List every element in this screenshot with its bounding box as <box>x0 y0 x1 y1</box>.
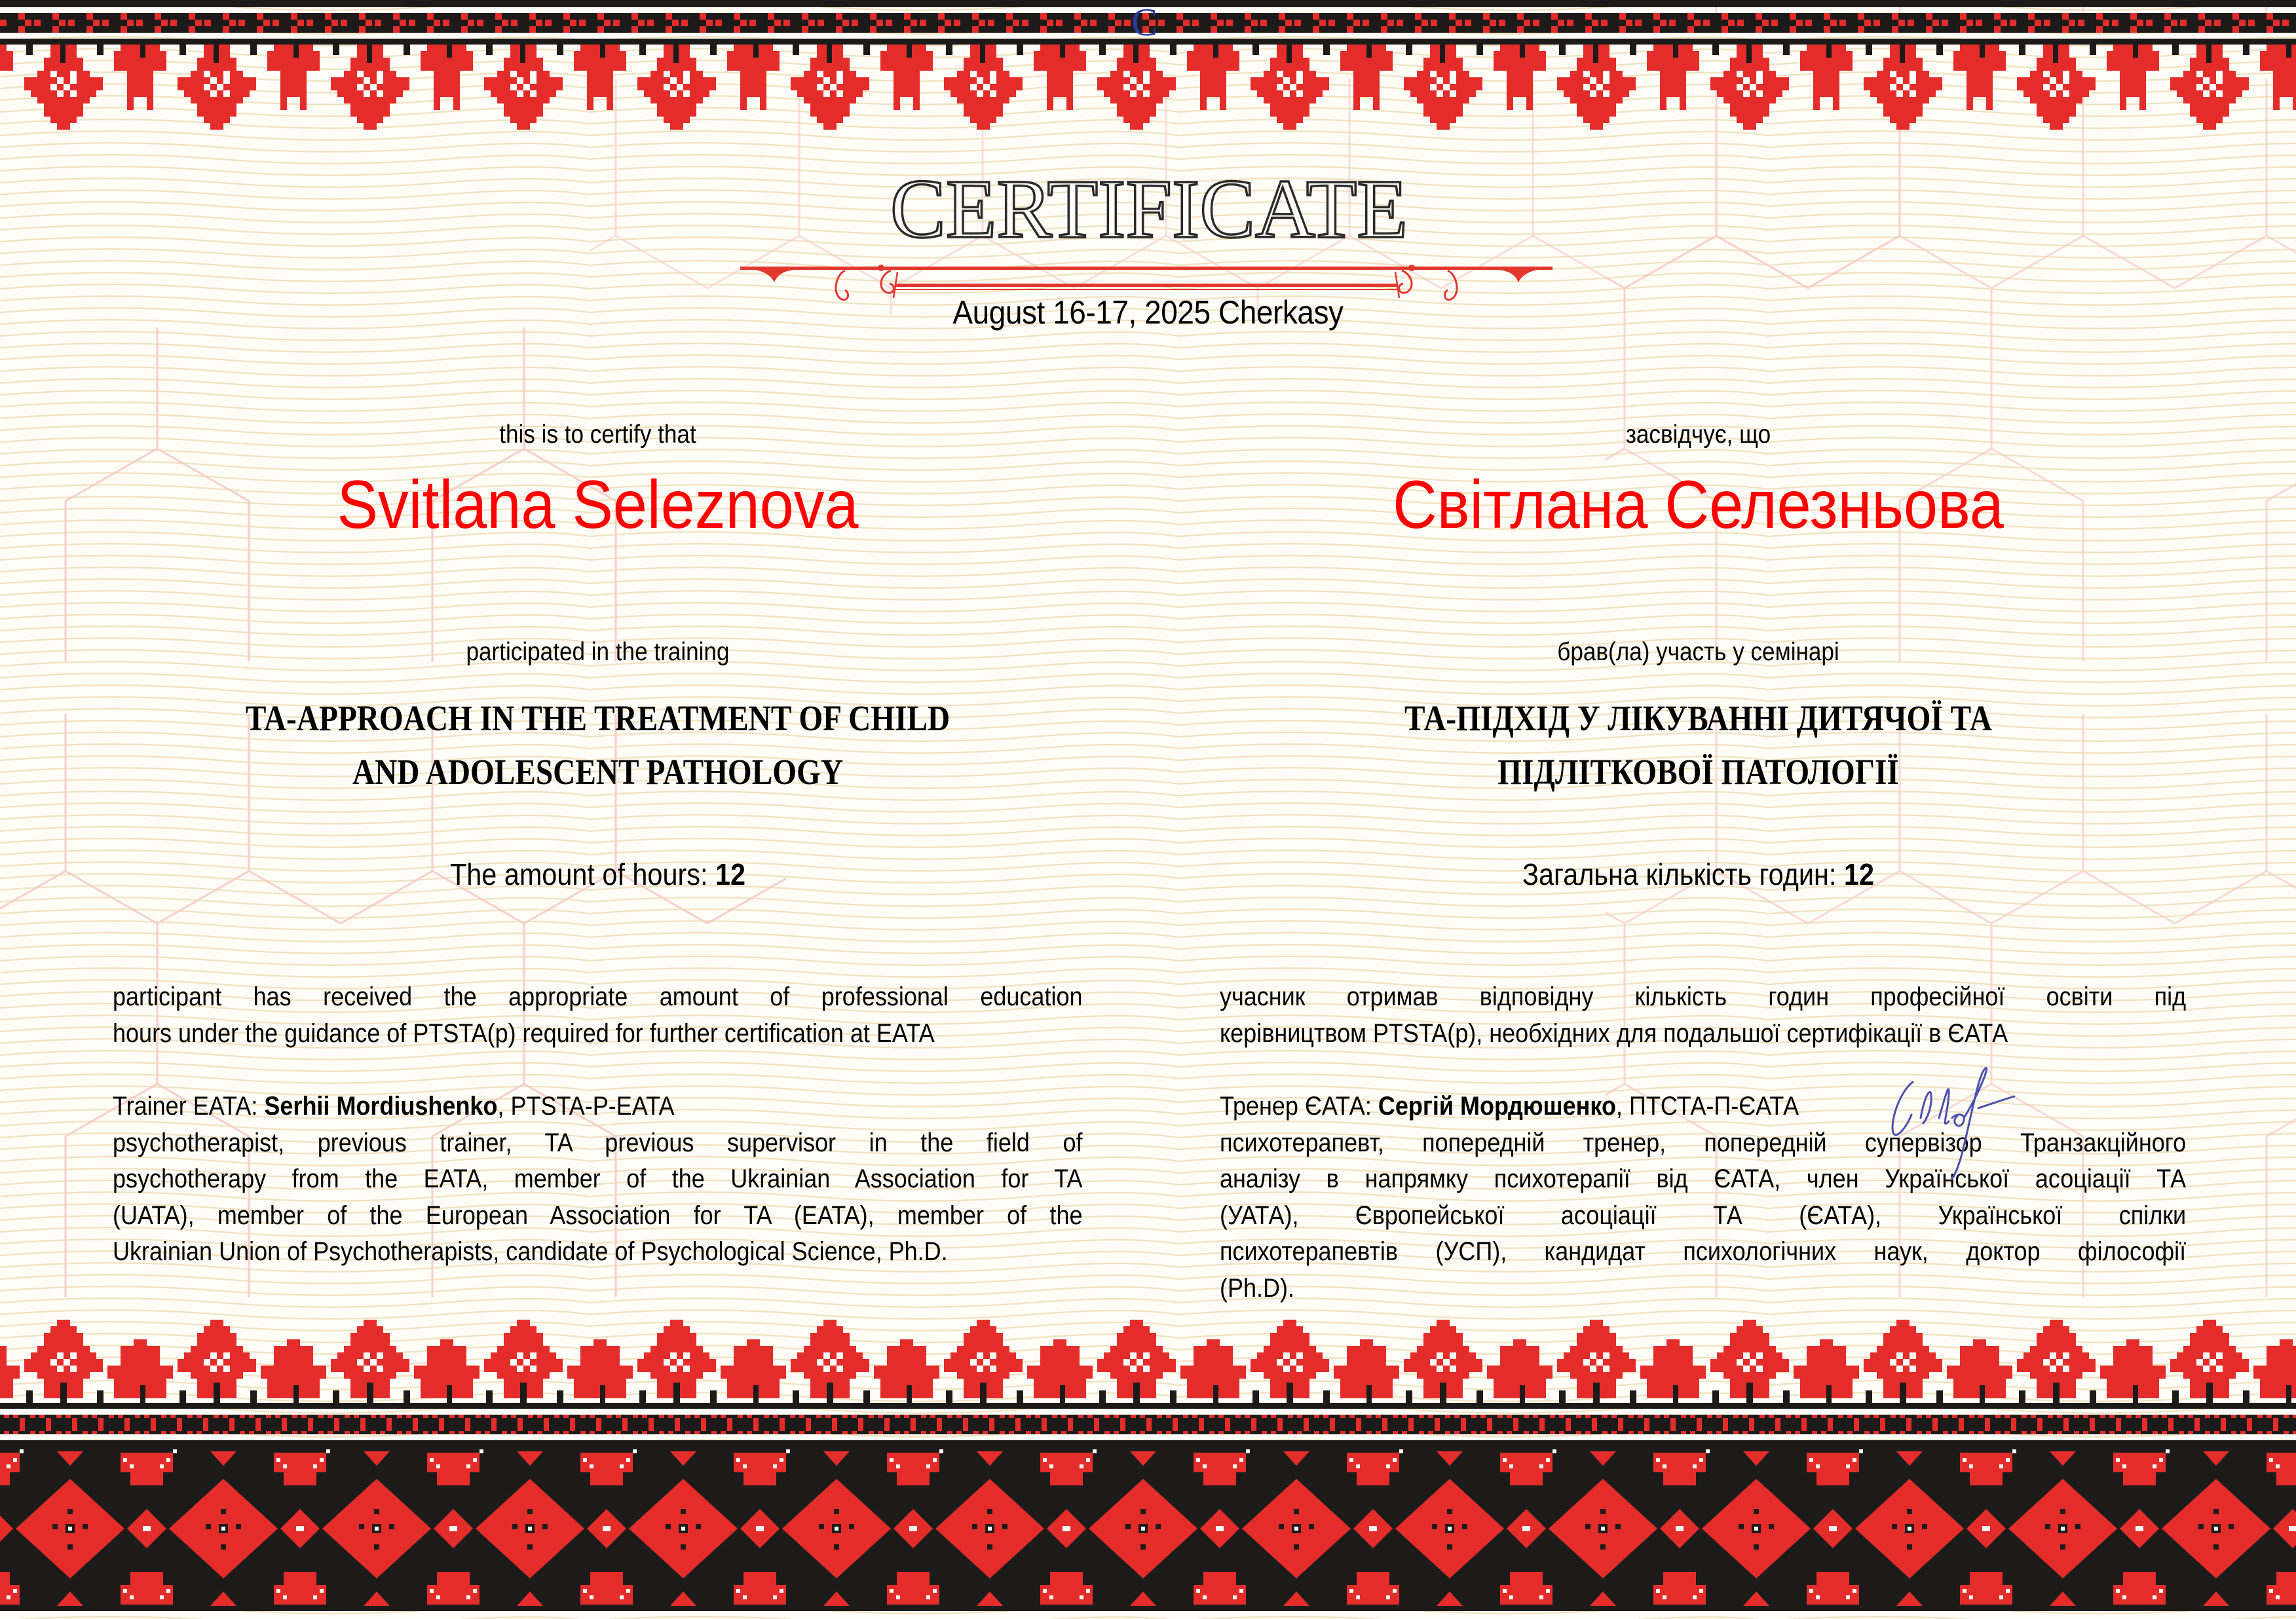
certify-lead-en: this is to certify that <box>499 420 696 449</box>
bio-uk-line1: психотерапевт, попередній тренер, попередній супервізор Транзакційного <box>1220 1128 2187 1157</box>
bio-uk-line5: (Ph.D). <box>1220 1273 1295 1303</box>
course-title-en <box>84 692 1112 799</box>
trainer-label-uk: Тренер ЄАТА: <box>1220 1092 1372 1121</box>
course-title-uk <box>1184 692 2213 799</box>
date-location: August 16-17, 2025 Cherkasy <box>952 294 1344 331</box>
trainer-name-uk: Сергій Мордюшенко <box>1378 1092 1616 1121</box>
trainer-bio-uk <box>1220 1089 2186 1307</box>
trainer-credential-en: , PTSTA-P-EATA <box>497 1092 675 1121</box>
trainer-label-en: Trainer EATA: <box>113 1092 258 1121</box>
recipient-name-en: Svitlana Seleznova <box>337 467 859 543</box>
hours-label-en: The amount of hours: <box>449 857 708 891</box>
course-title-en-line1: TA-APPROACH IN THE TREATMENT OF CHILD <box>245 698 950 738</box>
statement-en <box>113 979 1082 1052</box>
course-title-en-line2: AND ADOLESCENT PATHOLOGY <box>352 752 844 792</box>
bio-uk-line2: аналізу в напрямку психотерапії від ЄАТА, член Української асоціації ТА <box>1220 1164 2187 1193</box>
trainer-bio-en <box>113 1089 1082 1271</box>
bio-uk-line3: (УАТА), Європейської асоціації ТА (ЄАТА), Української спілки <box>1220 1200 2187 1230</box>
hours-uk <box>1160 857 2236 892</box>
statement-uk-line2: керівництвом PTSTA(p), необхідних для подальшої сертифікації в ЄАТА <box>1220 1018 2008 1048</box>
statement-uk-line1: учасник отримав відповідну кількість годин професійної освіти під <box>1220 982 2187 1011</box>
trainer-credential-uk: , ПТСТА-П-ЄАТА <box>1615 1092 1799 1121</box>
statement-en-line1: participant has received the appropriate amount of professional education <box>113 982 1083 1011</box>
hours-value-uk: 12 <box>1843 857 1874 891</box>
participated-lead-en: participated in the training <box>466 638 730 666</box>
course-title-uk-line2: ПІДЛІТКОВОЇ ПАТОЛОГІЇ <box>1497 752 1899 792</box>
certificate-title-text: CERTIFICATE <box>890 172 1408 250</box>
bio-en-line4: Ukrainian Union of Psychotherapists, candidate of Psychological Science, Ph.D. <box>113 1237 948 1266</box>
trainer-line-en <box>113 1089 1083 1125</box>
trainer-line-uk <box>1220 1089 2186 1125</box>
hours-label-uk: Загальна кількість годин: <box>1522 857 1837 891</box>
certify-lead-uk: засвідчує, що <box>1625 420 1771 449</box>
participated-lead-uk: брав(ла) участь у семінарі <box>1557 638 1839 666</box>
bio-uk-line4: психотерапевтів (УСП), кандидат психологічних наук, доктор філософії <box>1220 1237 2187 1266</box>
watermark-letter: C <box>1131 1 1158 44</box>
bio-en-line3: (UATA), member of the European Association for TA (EATA), member of the <box>113 1200 1083 1230</box>
bottom-embroidery-border <box>0 1307 2296 1619</box>
bio-en-line2: psychotherapy from the EATA, member of the Ukrainian Association for TA <box>113 1164 1083 1193</box>
course-title-uk-line1: ТА-ПІДХІД У ЛІКУВАННІ ДИТЯЧОЇ ТА <box>1404 698 1992 738</box>
hours-en <box>60 857 1136 892</box>
recipient-name-uk: Світлана Селезньова <box>1393 467 2004 543</box>
hours-value-en: 12 <box>715 857 746 891</box>
statement-uk <box>1220 979 2186 1052</box>
bio-en-line1: psychotherapist, previous trainer, TA previous supervisor in the field of <box>113 1128 1083 1157</box>
trainer-signature <box>1880 1056 2018 1180</box>
trainer-name-en: Serhii Mordiushenko <box>264 1092 498 1121</box>
statement-en-line2: hours under the guidance of PTSTA(p) required for further certification at EATA <box>113 1018 935 1048</box>
certificate-title <box>886 172 1413 250</box>
